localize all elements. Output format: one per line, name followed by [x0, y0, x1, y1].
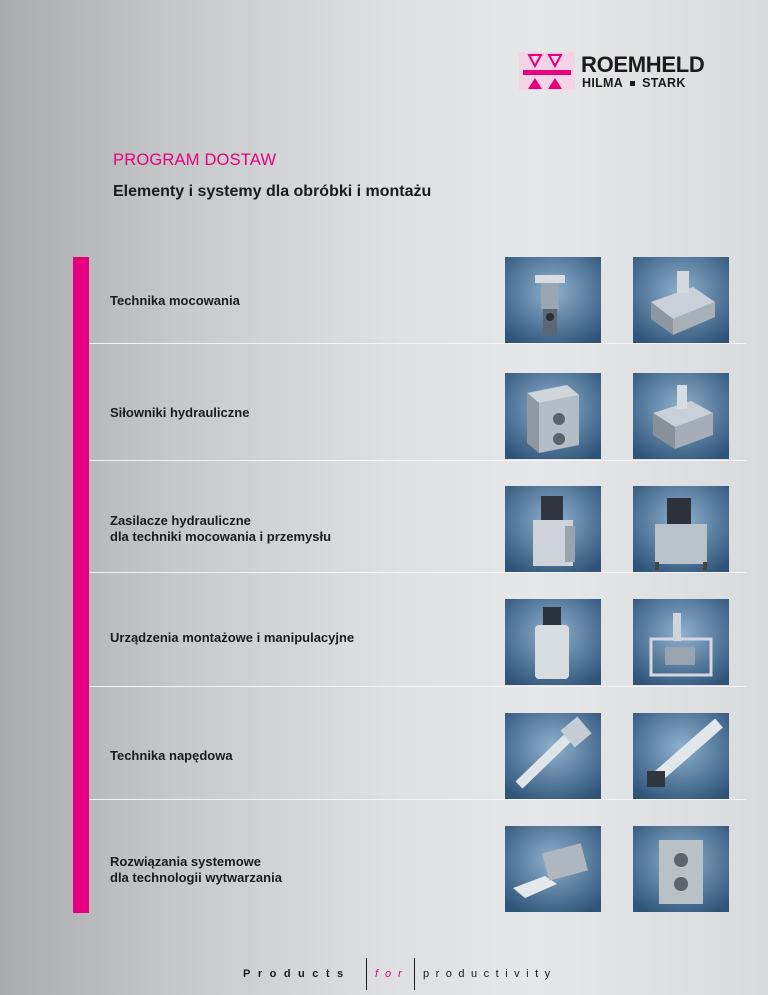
- row-divider: [89, 572, 746, 573]
- section-technika-mocowania[interactable]: [110, 293, 240, 309]
- row-divider: [89, 686, 746, 687]
- section-urzadzenia-montazowe[interactable]: [110, 630, 354, 646]
- cylinder-product-photo: [505, 373, 601, 459]
- row-divider: [89, 799, 746, 800]
- tagline-divider: [414, 958, 415, 990]
- linear-drive-photo: [633, 713, 729, 799]
- tagline-for: for: [375, 968, 409, 980]
- hydraulic-unit-photo: [633, 486, 729, 572]
- section-label: Technika napędowa: [110, 748, 233, 763]
- row-divider: [89, 343, 746, 344]
- section-label: Siłowniki hydrauliczne: [110, 405, 250, 420]
- section-label: Rozwiązania systemowe: [110, 854, 261, 869]
- manufacturing-fixture-photo: [633, 826, 729, 912]
- tagline-divider: [366, 958, 367, 990]
- section-zasilacze-hydrauliczne[interactable]: [110, 513, 331, 545]
- section-silowniki-hydrauliczne[interactable]: [110, 405, 249, 421]
- accent-bar: [73, 257, 89, 913]
- footer-tagline: [0, 955, 768, 995]
- tagline-productivity: productivity: [423, 968, 557, 980]
- brand-sub: [582, 76, 686, 90]
- drive-actuator-photo: [505, 713, 601, 799]
- section-label: Technika mocowania: [110, 293, 240, 308]
- section-technika-napedowa[interactable]: [110, 748, 233, 764]
- cylinder-assembly-photo: [633, 373, 729, 459]
- section-rozwiazania-systemowe[interactable]: [110, 854, 282, 886]
- row-divider: [89, 460, 746, 461]
- power-unit-photo: [505, 486, 601, 572]
- section-label-line2: dla techniki mocowania i przemysłu: [110, 529, 332, 544]
- tagline-products: Products: [243, 968, 351, 980]
- separator-square-icon: [630, 81, 635, 86]
- clamp-block-photo: [633, 257, 729, 343]
- roemheld-logo: [519, 52, 739, 92]
- section-label: Zasilacze hydrauliczne: [110, 513, 251, 528]
- page-subtitle: Elementy i systemy dla obróbki i montażu: [113, 183, 432, 200]
- clamp-product-photo: [505, 257, 601, 343]
- brand-sub-left: HILMA: [582, 76, 624, 90]
- handling-station-photo: [633, 599, 729, 685]
- system-solution-photo: [505, 826, 601, 912]
- section-label-line2: dla technologii wytwarzania: [110, 870, 282, 885]
- brand-name: ROEMHELD: [581, 52, 705, 77]
- brand-sub-right: STARK: [642, 76, 686, 90]
- section-label: Urządzenia montażowe i manipulacyjne: [110, 630, 355, 645]
- program-title: PROGRAM DOSTAW: [113, 151, 277, 169]
- assembly-device-photo: [505, 599, 601, 685]
- logo-mark-icon: [519, 52, 575, 90]
